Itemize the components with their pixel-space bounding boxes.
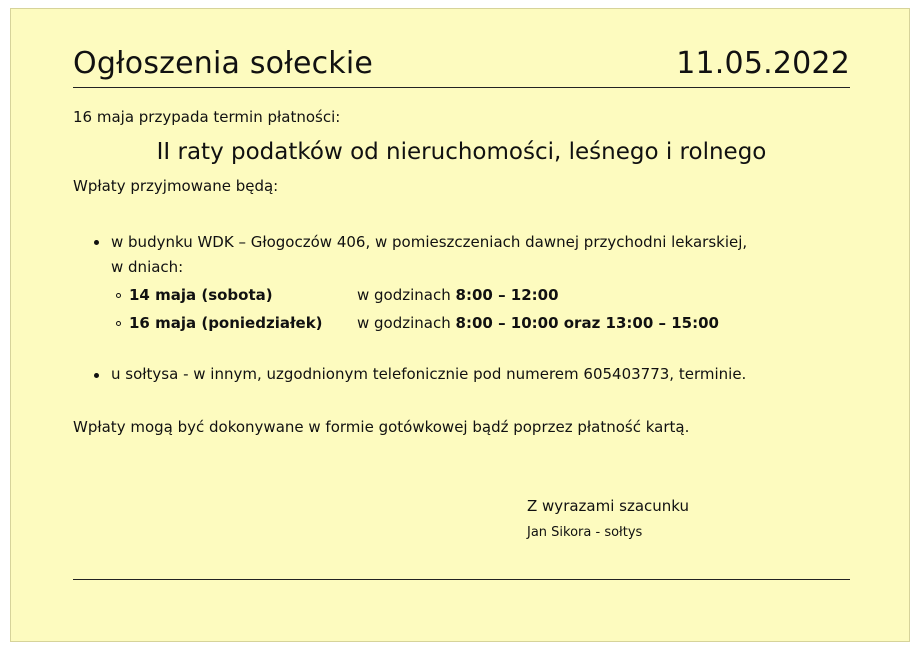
slot-row [91, 284, 831, 308]
announcement-page [10, 8, 910, 642]
slot-hours-prefix: w godzinach [357, 314, 451, 332]
closing-text: Z wyrazami szacunku [527, 497, 690, 515]
slot-hours-value: 8:00 – 12:00 [455, 286, 559, 304]
signature: Jan Sikora - sołtys [527, 525, 643, 540]
intro-text: 16 maja przypada termin płatności: [73, 108, 341, 126]
announcement-date: 11.05.2022 [676, 46, 850, 81]
accept-label: Wpłaty przyjmowane będą: [73, 177, 279, 195]
tax-heading: II raty podatków od nieruchomości, leśnego i rolnego [156, 139, 767, 165]
slot-hours-prefix: w godzinach [357, 286, 451, 304]
slot-row [91, 312, 831, 336]
slot-hours [357, 312, 719, 335]
bullet-dot-icon [94, 373, 99, 378]
sub-bullet-circle-icon [116, 293, 121, 298]
slot-hours-value: 8:00 – 10:00 oraz 13:00 – 15:00 [455, 314, 719, 332]
wdk-location-text: w budynku WDK – Głogoczów 406, w pomieszczeniach dawnej przychodni lekarskiej, [111, 233, 748, 251]
sub-bullet-circle-icon [116, 321, 121, 326]
slot-hours [357, 284, 559, 307]
slot-day: 16 maja (poniedziałek) [129, 314, 323, 332]
payment-note: Wpłaty mogą być dokonywane w formie gotówkowej bądź poprzez płatność kartą. [73, 418, 690, 436]
page-title: Ogłoszenia sołeckie [73, 46, 374, 81]
header [73, 39, 850, 88]
soltys-text: u sołtysa - w innym, uzgodnionym telefonicznie pod numerem 605403773, terminie. [111, 365, 747, 383]
bottom-divider [73, 579, 850, 580]
bullet-dot-icon [94, 240, 99, 245]
wdk-days-label: w dniach: [111, 258, 184, 276]
slot-day: 14 maja (sobota) [129, 286, 273, 304]
